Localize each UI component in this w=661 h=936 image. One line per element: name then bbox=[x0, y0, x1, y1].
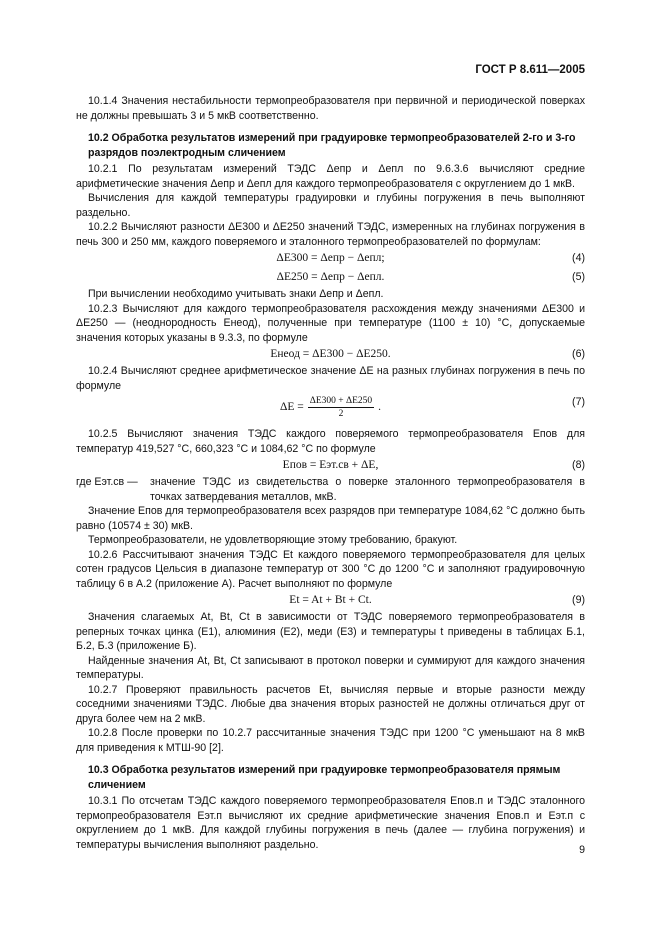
definition-term: где Eэт.св — bbox=[76, 476, 138, 488]
paragraph-10-2-1: 10.2.1 По результатам измерений ТЭДС Δeпр и Δeпл по 9.6.3.6 вычисляют средние арифметические значения Δeпр и Δeпл для каждого термопреобразователя с округлением до 1 мкВ. bbox=[76, 163, 585, 190]
section-heading-10-2 bbox=[76, 131, 585, 160]
paragraph-found: Найденные значения At, Bt, Ct записывают в протокол поверки и суммируют для каждого значения температуры. bbox=[76, 654, 585, 681]
fraction-denominator: 2 bbox=[338, 409, 344, 419]
equation-number: (8) bbox=[572, 459, 585, 471]
section-heading-line: 10.3 Обработка результатов измерений при градуировке термопреобразователя прямым bbox=[88, 764, 561, 776]
paragraph-10-2-8: 10.2.8 После проверки по 10.2.7 рассчитанные значения ТЭДС при 1200 °С уменьшают на 8 мкВ для приведения к МТШ-90 [2]. bbox=[76, 727, 585, 754]
definition-where bbox=[76, 475, 585, 504]
paragraph-10-3-1: 10.3.1 По отсчетам ТЭДС каждого поверяемого термопреобразователя Eпов.п и ТЭДС эталонного термопреобразователя Eэт.п вычисляют их средние арифметические значения Eпов.п и Eэт.п с округлением до 1 мкВ. Для каждой глубины погружения в печь (далее — глубина погружения) и температуры вычисления выполняют раздельно. bbox=[76, 795, 585, 851]
equation-4 bbox=[76, 249, 585, 268]
paragraph-10-2-7: 10.2.7 Проверяют правильность расчетов Et, вычисляя первые и вторые разности между соседними значениями ТЭДС. Любые два значения вторых разностей не должны отличаться друг от друга более чем на 2 мкВ. bbox=[76, 683, 585, 725]
equation-body: Et = At + Bt + Ct. bbox=[289, 594, 372, 606]
equation-number: (4) bbox=[572, 252, 585, 264]
paragraph-10-2-3: 10.2.3 Вычисляют для каждого термопреобразователя расхождения между значениями ΔE300 и ΔE250 — (неоднородность Eнеод), полученные при температуре (1100 ± 10) °С, допускаемые значения которых указаны в 9.3.3, по формуле bbox=[76, 302, 585, 344]
page-number: 9 bbox=[579, 844, 585, 856]
paragraph-10-2-2: 10.2.2 Вычисляют разности ΔE300 и ΔE250 значений ТЭДС, измеренных на глубинах погружения в печь 300 и 250 мм, каждого поверяемого и эталонного термопреобразователей по формулам: bbox=[76, 221, 585, 248]
section-heading-10-3 bbox=[76, 763, 585, 792]
equation-lhs: ΔE = bbox=[279, 401, 304, 413]
equation-number: (5) bbox=[572, 271, 585, 283]
equation-number: (7) bbox=[572, 396, 585, 408]
equation-8 bbox=[76, 456, 585, 475]
paragraph-10-2-6: 10.2.6 Рассчитывают значения ТЭДС Et каждого поверяемого термопреобразователя для целых сотен градусов Цельсия в диапазоне температур от 300 °С до 1200 °С и заполняют градуировочную таблицу 6 в А.2 (приложение А). Расчет выполняют по формуле bbox=[76, 548, 585, 590]
page-content bbox=[76, 94, 585, 852]
equation-5 bbox=[76, 268, 585, 287]
fraction-expression bbox=[280, 395, 381, 420]
paragraph-reject: Термопреобразователи, не удовлетворяющие этому требованию, бракуют. bbox=[88, 534, 458, 546]
document-id: ГОСТ Р 8.611—2005 bbox=[475, 64, 585, 76]
paragraph-10-2-5: 10.2.5 Вычисляют значения ТЭДС каждого поверяемого термопреобразователя Eпов для температур 419,527 °С, 660,323 °С и 1084,62 °С по формуле bbox=[76, 428, 585, 455]
equation-number: (6) bbox=[572, 348, 585, 360]
equation-9 bbox=[76, 591, 585, 610]
paragraph-calculations: Вычисления для каждой температуры градуировки и глубины погружения в печь выполняют раздельно. bbox=[76, 192, 585, 219]
section-heading-line: разрядов поэлектродным сличением bbox=[88, 146, 286, 159]
equation-body: Eнеод = ΔE300 − ΔE250. bbox=[270, 348, 391, 360]
paragraph-10-2-4: 10.2.4 Вычисляют среднее арифметическое значение ΔE на разных глубинах погружения в печь по формуле bbox=[76, 365, 585, 392]
equation-body: ΔE300 = Δeпр − Δeпл; bbox=[276, 252, 385, 264]
section-heading-line: сличением bbox=[88, 778, 146, 791]
definition-text: значение ТЭДС из свидетельства о поверке эталонного термопреобразователя в точках затвердевания металлов, мкВ. bbox=[150, 476, 585, 503]
paragraph-value: Значение Eпов для термопреобразователя всех разрядов при температуре 1084,62 °С должно быть равно (10574 ± 30) мкВ. bbox=[76, 505, 585, 532]
paragraph-terms: Значения слагаемых At, Bt, Ct в зависимости от ТЭДС поверяемого термопреобразователя в реперных точках цинка (E1), алюминия (E2), меди (E3) и температуры t приведены в таблицах Б.1, Б.2, Б.3 (приложение Б). bbox=[76, 611, 585, 652]
equation-7 bbox=[76, 393, 585, 427]
fraction-numerator: ΔE300 + ΔE250 bbox=[309, 396, 373, 406]
equation-6 bbox=[76, 345, 585, 364]
paragraph-signs: При вычислении необходимо учитывать знаки Δeпр и Δeпл. bbox=[88, 288, 384, 300]
section-heading-line: 10.2 Обработка результатов измерений при градуировке термопреобразователей 2-го и 3-го bbox=[88, 132, 576, 144]
fraction bbox=[308, 395, 374, 420]
equation-body: Eпов = Eэт.св + ΔE, bbox=[282, 459, 379, 471]
equation-number: (9) bbox=[572, 594, 585, 606]
paragraph-10-1-4: 10.1.4 Значения нестабильности термопреобразователя при первичной и периодической поверках не должны превышать 3 и 5 мкВ соответственно. bbox=[76, 95, 585, 122]
equation-end: . bbox=[378, 401, 382, 413]
equation-body: ΔE250 = Δeпр − Δeпл. bbox=[276, 271, 385, 283]
